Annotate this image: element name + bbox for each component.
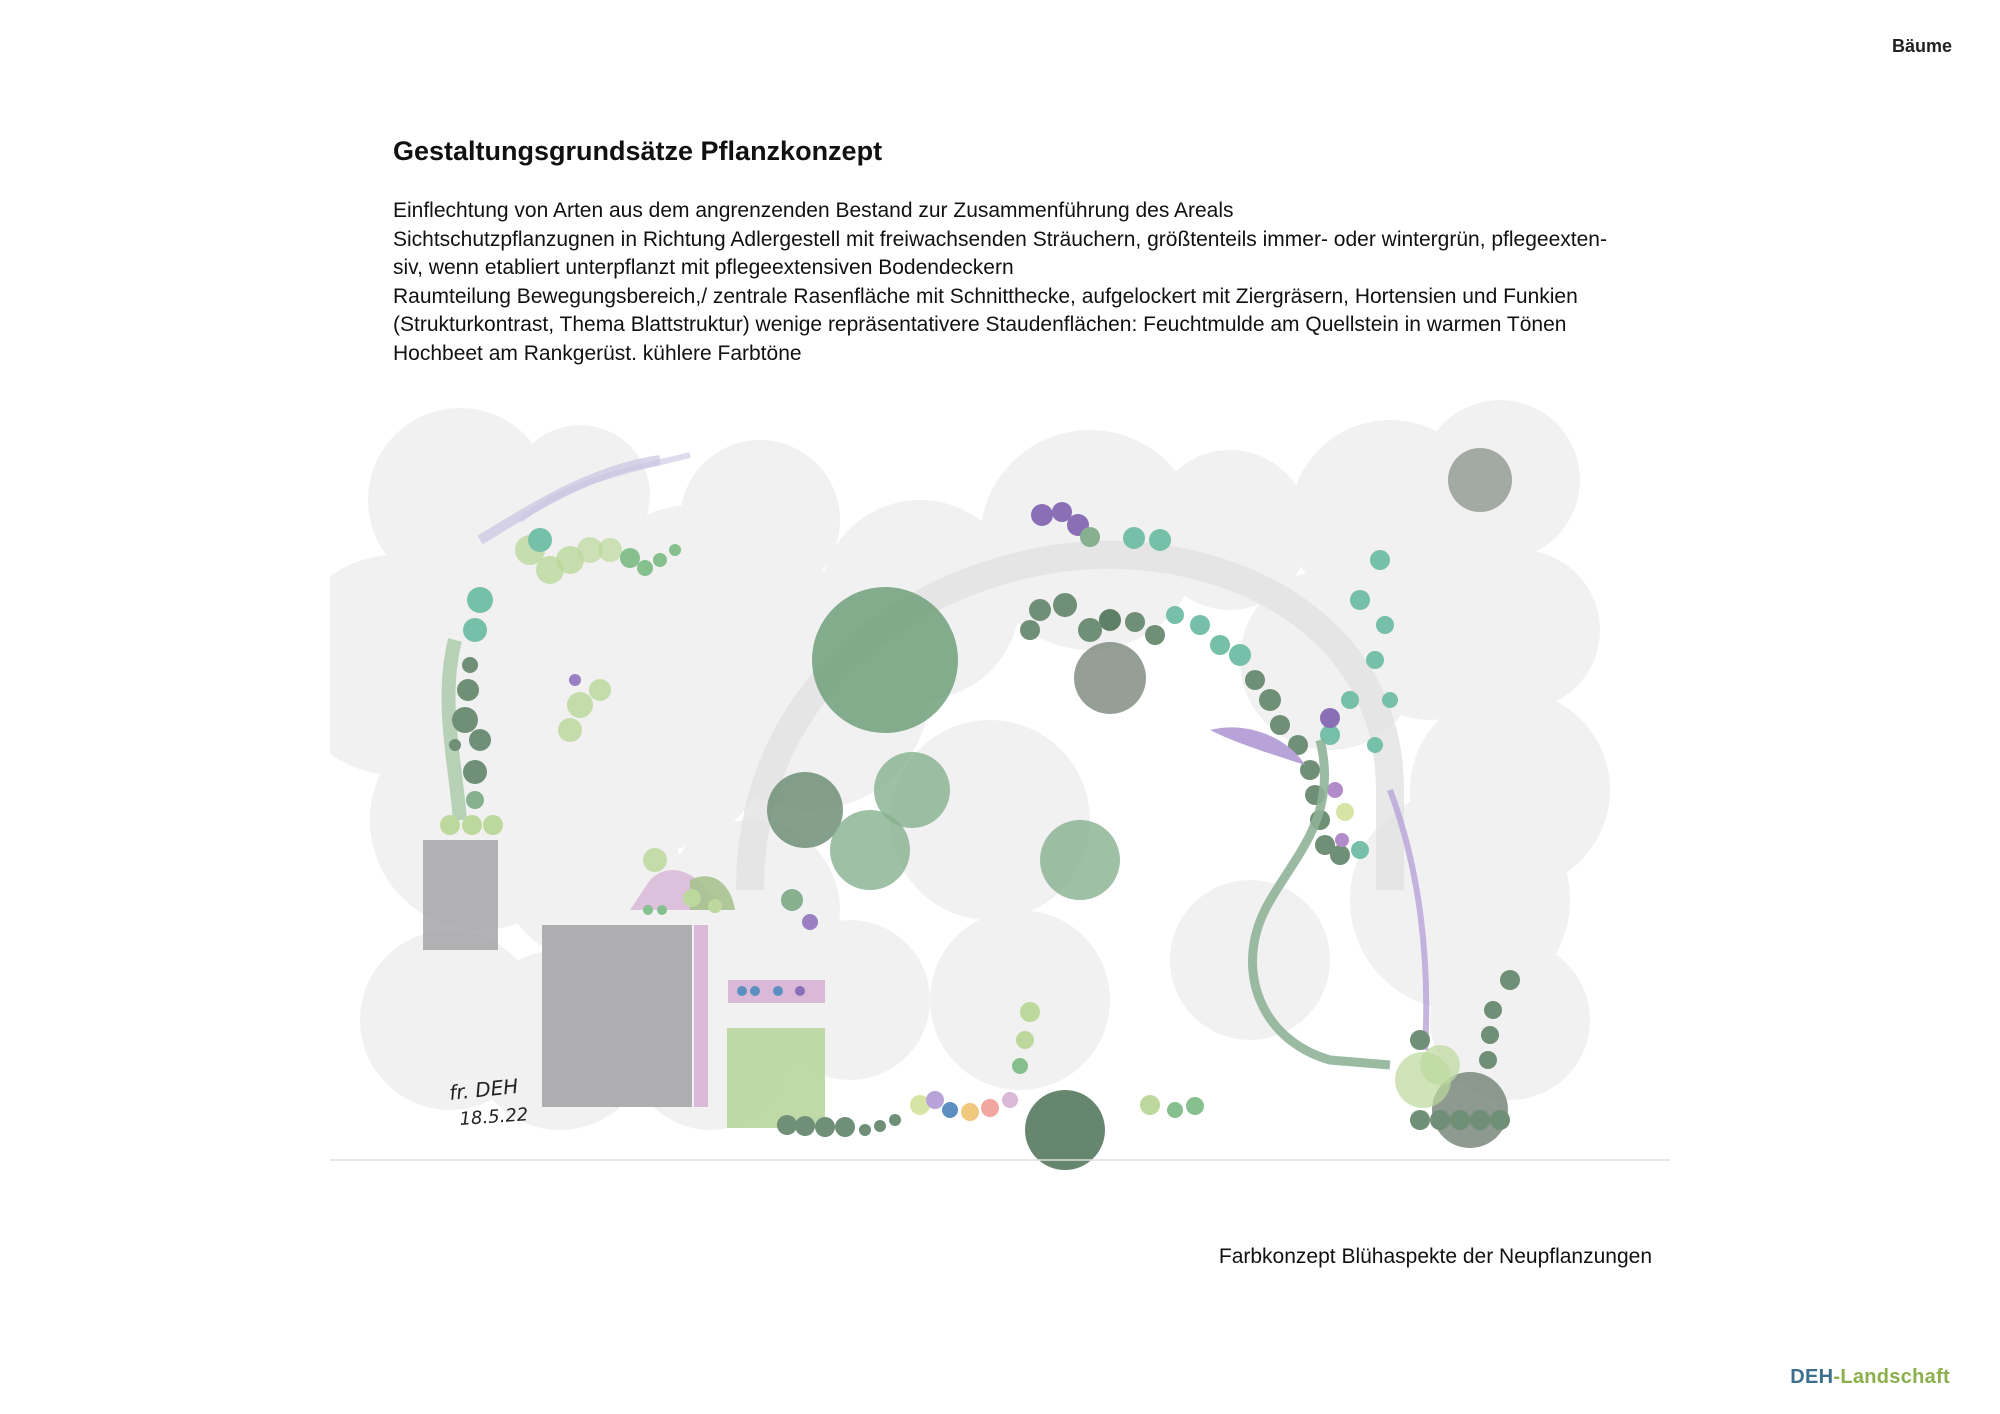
raised-bed-center <box>542 925 692 1107</box>
body-line: Hochbeet am Rankgerüst. kühlere Farbtöne <box>393 341 802 365</box>
logo-separator: - <box>1833 1366 1841 1388</box>
body-text <box>393 197 1663 368</box>
signature-line2: 18.5.22 <box>458 1104 529 1130</box>
body-line: (Strukturkontrast, Thema Blattstruktur) wenige repräsentativere Staudenflächen: Feuchtmulde am Quellstein in warmen Tönen <box>393 313 1567 336</box>
trellis-strip <box>694 925 708 1107</box>
planting-concept-plan <box>330 400 1670 1170</box>
body-line: siv, wenn etabliert unterpflanzt mit pflegeextensiven Bodendeckern <box>393 256 1014 279</box>
raised-bed-left <box>423 840 498 950</box>
lawn-box <box>727 1028 825 1128</box>
logo-part-landschaft: Landschaft <box>1840 1366 1950 1388</box>
section-label: Bäume <box>1891 36 1952 56</box>
logo <box>1790 1366 1950 1389</box>
body-line: Einflechtung von Arten aus dem angrenzenden Bestand zur Zusammenführung des Areals <box>393 199 1234 222</box>
signature-line1: fr. DEH <box>448 1073 520 1105</box>
figure-caption: Farbkonzept Blühaspekte der Neupflanzungen <box>1218 1245 1652 1268</box>
page-title: Gestaltungsgrundsätze Pflanzkonzept <box>393 136 883 166</box>
body-line: Raumteilung Bewegungsbereich,/ zentrale Rasenfläche mit Schnitthecke, aufgelockert mit Ziergräsern, Hortensien und Funkien <box>393 284 1578 308</box>
logo-part-deh: DEH <box>1790 1366 1834 1388</box>
body-line: Sichtschutzpflanzugnen in Richtung Adlergestell mit freiwachsenden Sträuchern, größtenteils immer- oder wintergrün, pflegeexten- <box>393 227 1607 251</box>
